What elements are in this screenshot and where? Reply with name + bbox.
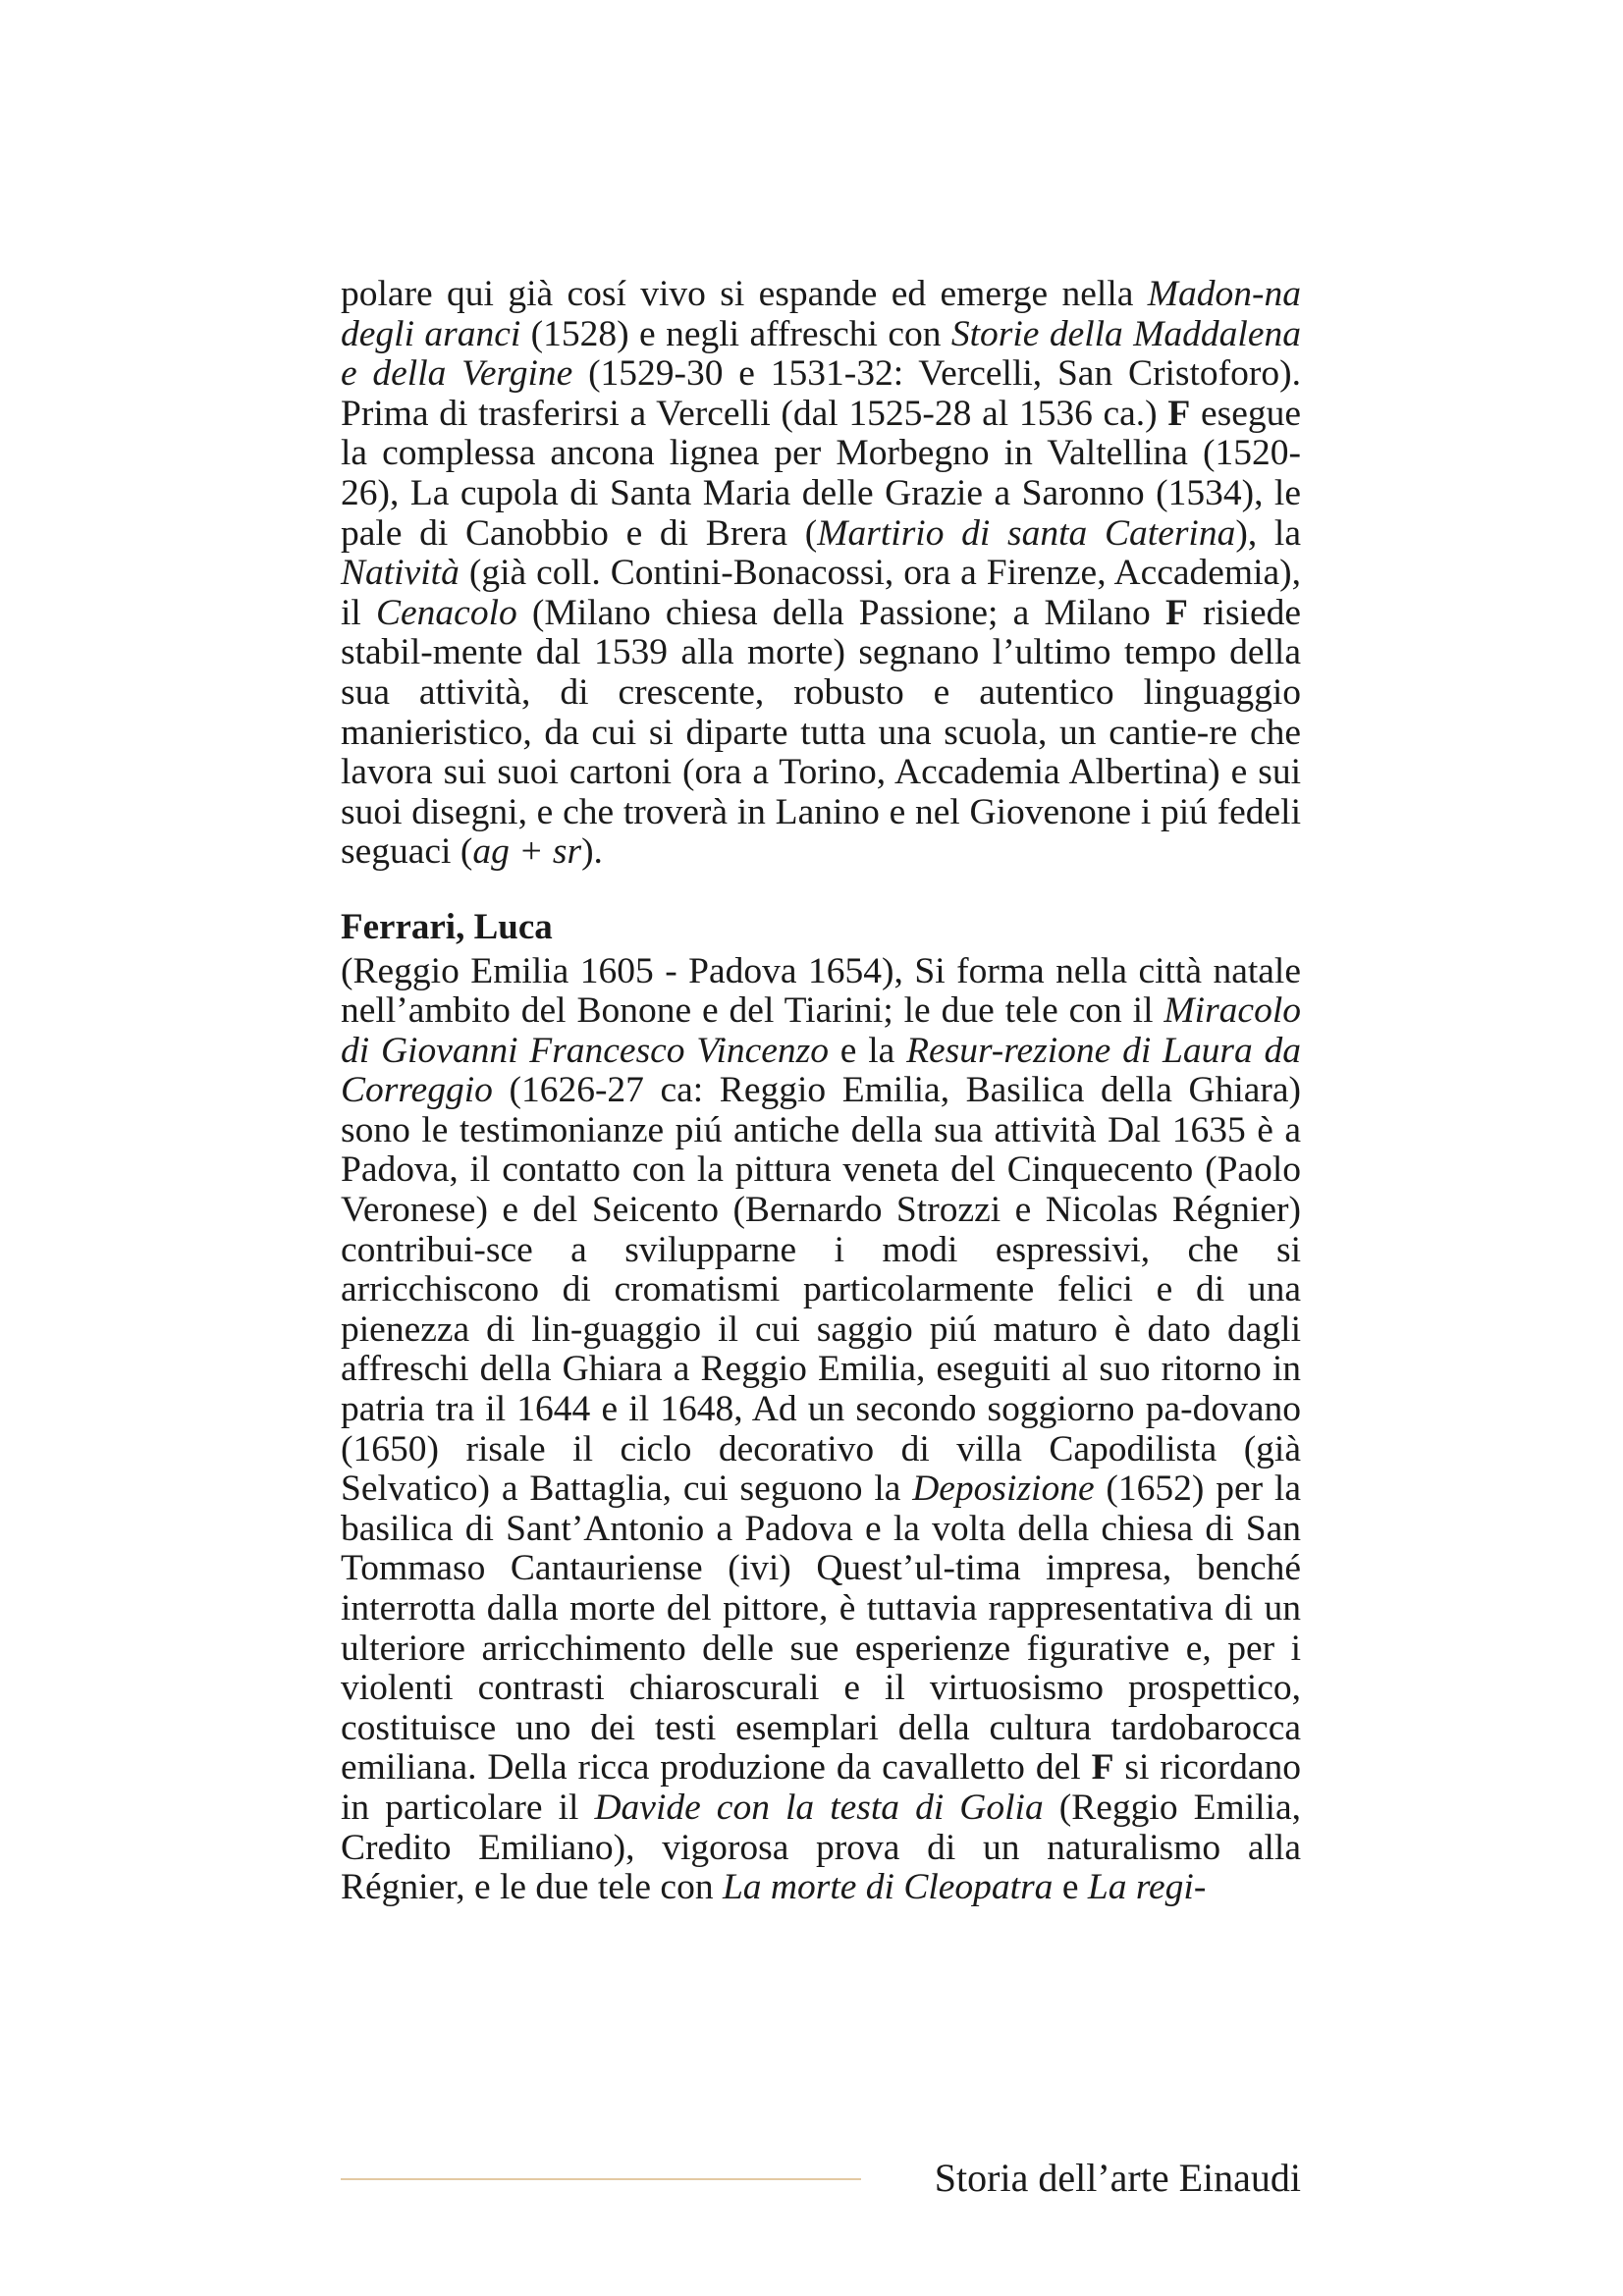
text-run: polare qui già cosí vivo si espande ed emerge nella xyxy=(341,274,1148,314)
text-run: e xyxy=(1053,1867,1088,1908)
text-run: risiede stabil-mente dal 1539 alla morte) segnano l’ultimo tempo della sua attività, di crescente, robusto e autentico linguaggio manieristico, da cui si diparte tutta una scuola, un cantie-re che lavora sui suoi cartoni (ora a Torino, Accademia Albertina) e sui suoi disegni, e che troverà in Lanino e nel Giovenone i piú fedeli seguaci ( xyxy=(341,592,1301,873)
text-run: (Reggio Emilia 1605 - Padova 1654), Si forma nella città natale nell’ambito del Bonone e del Tiarini; le due tele con il xyxy=(341,950,1301,1032)
text-run: (1626-27 ca: Reggio Emilia, Basilica della Ghiara) sono le testimonianze piú antiche della sua attività Dal 1635 è a Padova, il contatto con la pittura veneta del Cinquecento (Paolo Veronese) e del Seicento (Bernardo Strozzi e Nicolas Régnier) contribui-sce a svilupparne i modi espressivi, che si arricchiscono di cromatismi particolarmente felici e di una pienezza di lin-guaggio il cui saggio piú maturo è dato dagli affreschi della Ghiara a Reggio Emilia, eseguiti al suo ritorno in patria tra il 1644 e il 1648, Ad un secondo soggiorno pa-dovano (1650) risale il ciclo decorativo di villa Capodilista (già Selvatico) a Battaglia, cui seguono la xyxy=(341,1070,1301,1510)
bold-text: F xyxy=(1167,393,1191,434)
entry-heading: Ferrari, Luca xyxy=(341,906,553,947)
italic-text: Deposizione xyxy=(912,1468,1095,1510)
italic-text: Madon-na degli aranci xyxy=(341,274,1301,354)
bold-text: F xyxy=(1164,592,1188,633)
text-run: (Reggio Emilia, Credito Emiliano), vigorosa prova di un naturalismo alla Régnier, e le due tele con xyxy=(341,1787,1301,1908)
text-column xyxy=(341,275,1301,1908)
italic-text: Storie della Maddalena e della Vergine xyxy=(341,313,1301,395)
italic-text: ag + sr xyxy=(472,831,582,873)
entry-paragraph xyxy=(341,952,1301,1908)
text-run: ). xyxy=(581,831,603,873)
italic-text: Davide con la testa di Golia xyxy=(594,1787,1044,1828)
continuation-paragraph xyxy=(341,275,1301,873)
italic-text: La morte di Cleopatra xyxy=(722,1867,1054,1908)
italic-text: Miracolo di Giovanni Francesco Vincenzo xyxy=(341,990,1301,1071)
page-footer xyxy=(341,2155,1301,2204)
italic-text: Natività xyxy=(341,553,460,594)
text-run: (1529-30 e 1531-32: Vercelli, San Cristoforo). Prima di trasferirsi a Vercelli (dal 1525-28 al 1536 ca.) xyxy=(341,353,1301,434)
text-run: (già coll. Contini-Bonacossi, ora a Firenze, Accademia), il xyxy=(341,553,1301,633)
italic-text: Resur-rezione di Laura da Correggio xyxy=(341,1030,1301,1111)
text-run: si ricordano in particolare il xyxy=(341,1747,1301,1828)
footer-title: Storia dell’arte Einaudi xyxy=(934,2156,1301,2200)
italic-text: Martirio di santa Caterina xyxy=(817,512,1236,554)
text-run: (Milano chiesa della Passione; a Milano xyxy=(516,592,1165,633)
text-run: (1652) per la basilica di Sant’Antonio a Padova e la volta della chiesa di San Tommaso Cantauriense (ivi) Quest’ul-tima impresa, benché interrotta dalla morte del pittore, è tuttavia rappresentativa di un ulteriore arricchimento delle sue esperienze figurative e, per i violenti contrasti chiaroscurali e il virtuosismo prospettico, costituisce uno dei testi esemplari della cultura tardobarocca emiliana. Della ricca produzione da cavalletto del xyxy=(341,1468,1301,1789)
italic-text: La regi- xyxy=(1087,1867,1207,1908)
italic-text: Cenacolo xyxy=(376,592,517,633)
bold-text: F xyxy=(1091,1747,1114,1789)
text-run: esegue la complessa ancona lignea per Morbegno in Valtellina (1520-26), La cupola di Santa Maria delle Grazie a Saronno (1534), le pale di Canobbio e di Brera ( xyxy=(341,393,1301,554)
text-run: ), la xyxy=(1235,512,1301,554)
footer-rule xyxy=(341,2178,861,2180)
text-run: (1528) e negli affreschi con xyxy=(520,313,951,354)
text-run: e la xyxy=(829,1030,907,1071)
